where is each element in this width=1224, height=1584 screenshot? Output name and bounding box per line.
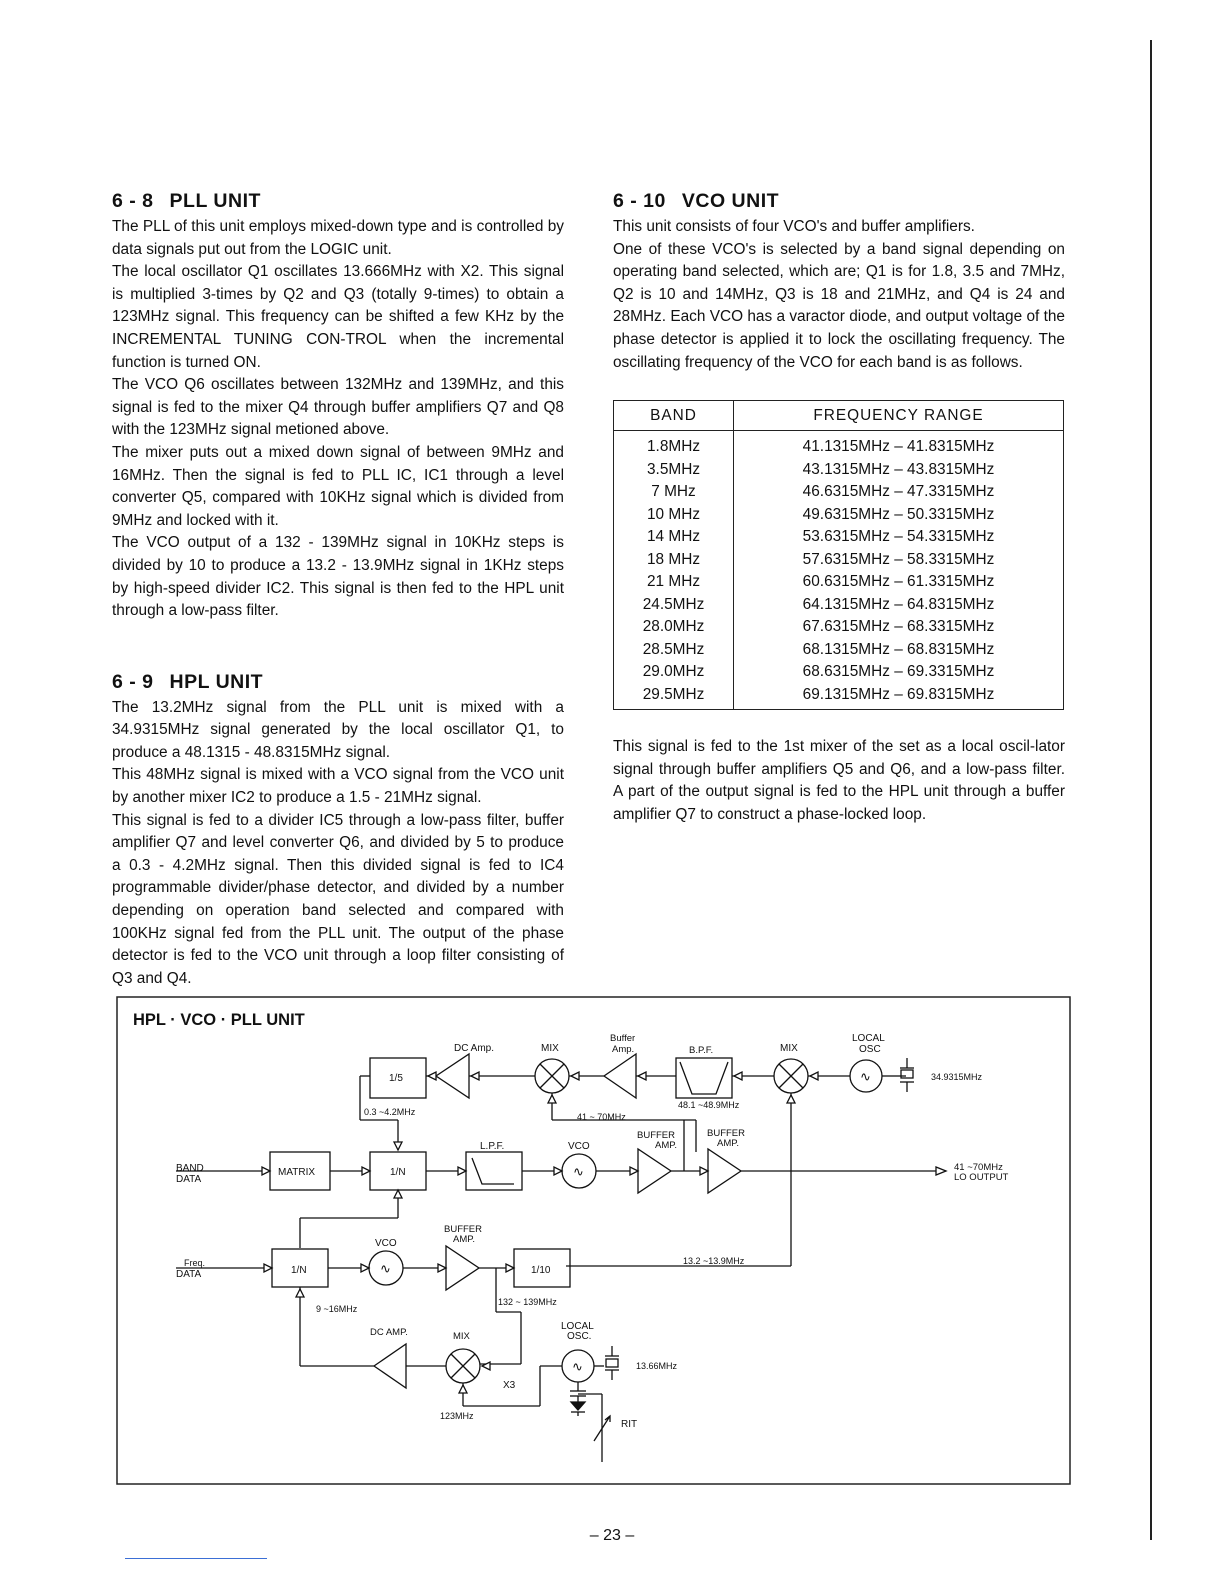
label-xtal-bottom-freq: 13.66MHz [636, 1361, 678, 1371]
label-rit: RIT [621, 1419, 638, 1430]
label-local-bottom: LOCAL [561, 1321, 594, 1332]
label-buffer-amp-1a: BUFFER [637, 1130, 675, 1141]
frequency-table [613, 400, 1064, 710]
label-buffer-amp-2a: BUFFER [707, 1128, 745, 1139]
section-pll-number: 6 - 8 [112, 190, 154, 212]
frequency-range-cell: 68.6315MHz – 69.3315MHz [802, 663, 995, 681]
table-row [614, 504, 1064, 527]
pll-paragraph: The VCO Q6 oscillates between 132MHz and 139MHz, and this signal is fed to the mixer Q4 through buffer amplifiers Q7 and Q8 with the 123MHz signal metioned above. [112, 376, 564, 439]
table-row [614, 661, 1064, 684]
label-div5: 1/5 [389, 1073, 403, 1084]
label-x3: X3 [503, 1380, 516, 1391]
section-hpl-number: 6 - 9 [112, 670, 154, 693]
dc-amp-top-triangle [436, 1054, 469, 1098]
dc-amp-bottom-triangle [374, 1344, 406, 1388]
label-lo-output-2: LO OUTPUT [954, 1172, 1009, 1183]
frequency-range-cell: 69.1315MHz – 69.8315MHz [802, 685, 995, 703]
block-diagram [116, 996, 1071, 1485]
band-cell: 7 MHz [614, 481, 734, 504]
band-cell: 14 MHz [614, 526, 734, 549]
right-column [613, 188, 1065, 827]
pll-paragraph: The PLL of this unit employs mixed-down type and is controlled by data signals put out from the LOGIC unit. [112, 218, 564, 258]
label-vco-bottom: VCO [375, 1238, 397, 1249]
frequency-range-cell: 46.6315MHz – 47.3315MHz [802, 483, 995, 501]
diagram-frame [117, 997, 1070, 1484]
band-cell: 29.0MHz [614, 661, 734, 684]
label-freq-data-2: DATA [176, 1269, 202, 1280]
pll-paragraph: The VCO output of a 132 - 139MHz signal in 10KHz steps is divided by 10 to produce a 13.2 - 13.9MHz signal in 1KHz steps by high-speed divider IC2. This signal is then fed to the HPL unit through a low-pass filter. [112, 534, 564, 620]
section-vco-number: 6 - 10 [613, 190, 666, 212]
band-cell: 18 MHz [614, 549, 734, 572]
blue-underline [125, 1558, 267, 1559]
frequency-range-cell: 43.1315MHz – 43.8315MHz [802, 460, 995, 478]
label-range-9-16: 9 ~16MHz [316, 1304, 358, 1314]
table-row [614, 571, 1064, 594]
band-cell: 21 MHz [614, 571, 734, 594]
frequency-table-body [614, 431, 1064, 710]
label-buffer-top: Buffer [610, 1033, 636, 1044]
label-div10: 1/10 [531, 1265, 551, 1276]
table-row [614, 459, 1064, 482]
vco-paragraph: This unit consists of four VCO's and buffer amplifiers. [613, 218, 975, 235]
section-vco-heading [613, 188, 1065, 214]
hpl-paragraph: This 48MHz signal is mixed with a VCO signal from the VCO unit by another mixer IC2 to produce a 1.5 - 21MHz signal. [112, 766, 564, 807]
label-lo-output-1: 41 ~70MHz [954, 1162, 1003, 1173]
table-row [614, 594, 1064, 617]
label-range-132-139-out: 13.2 ~13.9MHz [683, 1256, 745, 1266]
label-div-n-bottom: 1/N [291, 1265, 307, 1276]
buffer-amp-top-triangle [604, 1054, 636, 1098]
section-hpl-title: HPL UNIT [169, 670, 264, 693]
hpl-paragraph: The 13.2MHz signal from the PLL unit is mixed with a 34.9315MHz signal generated by the local oscillator Q1, to produce a 48.1315 - 48.8315MHz signal. [112, 698, 564, 761]
band-cell: 1.8MHz [614, 431, 734, 459]
sine-icon: ∿ [572, 1359, 583, 1374]
label-range-41-70: 41 ~ 70MHz [577, 1112, 626, 1122]
table-row [614, 526, 1064, 549]
section-pll-heading [112, 188, 564, 214]
band-cell: 3.5MHz [614, 459, 734, 482]
pll-paragraph: The local oscillator Q1 oscillates 13.666MHz with X2. This signal is multiplied 3-times by Q2 and Q3 (totally 9-times) to obtain a 123MHz signal. This frequency can be shifted a few KHz by the INCREMENTAL TUNING CON-TROL when the incremental function is turned ON. [112, 263, 564, 371]
label-mix-bottom: MIX [453, 1331, 470, 1342]
label-dc-amp-bottom: DC AMP. [370, 1327, 408, 1338]
label-div-n-mid: 1/N [390, 1167, 406, 1178]
section-vco-title: VCO UNIT [681, 190, 780, 212]
label-buffer-amp-3a: BUFFER [444, 1224, 482, 1235]
label-range-03-42: 0.3 ~4.2MHz [364, 1107, 416, 1117]
label-band-data-1: BAND [176, 1163, 204, 1174]
table-row [614, 684, 1064, 710]
label-123mhz: 123MHz [440, 1411, 474, 1421]
bpf-box [676, 1058, 732, 1098]
label-mix-top-right: MIX [780, 1043, 798, 1054]
buffer-amp-bottom [446, 1246, 479, 1290]
label-range-481-489: 48.1 ~48.9MHz [678, 1100, 740, 1110]
page-number: – 23 – [589, 1527, 635, 1544]
diagram-title: HPL · VCO · PLL UNIT [133, 1011, 305, 1029]
vco-after-table-paragraph: This signal is fed to the 1st mixer of the set as a local oscil-lator signal through buffer amplifiers Q5 and Q6, and a low-pass filter. A part of the output signal is fed to the HPL unit through a buffer amplifier Q7 to construct a phase-locked loop. [613, 738, 1065, 823]
label-mix-top-left: MIX [541, 1043, 559, 1054]
band-cell: 28.0MHz [614, 616, 734, 639]
label-freq-data-1: Freq. [184, 1258, 206, 1268]
frequency-range-cell: 53.6315MHz – 54.3315MHz [802, 528, 995, 546]
label-buffer-amp-2b: AMP. [717, 1138, 740, 1149]
label-buffer-amp-3b: AMP. [453, 1234, 476, 1245]
vco-paragraph: One of these VCO's is selected by a band signal depending on operating band selected, which are; Q1 is for 1.8, 3.5 and 7MHz, Q2 is 10 and 14MHz, Q3 is 18 and 21MHz, and Q4 is 24 and 28MHz. Each VCO has a varactor diode, and output voltage of the phase detector is applied it to lock the oscillating frequency. The oscillating frequency of the VCO for each band is as follows. [613, 240, 1065, 371]
label-bpf: B.P.F. [689, 1045, 714, 1056]
table-row [614, 639, 1064, 662]
label-local-top: LOCAL [852, 1033, 885, 1044]
block-diagram-svg [116, 996, 1071, 1485]
table-row [614, 616, 1064, 639]
frequency-range-cell: 57.6315MHz – 58.3315MHz [802, 550, 995, 568]
sine-icon: ∿ [860, 1069, 871, 1084]
pll-paragraph: The mixer puts out a mixed down signal of between 9MHz and 16MHz. Then the signal is fed to PLL IC, IC1 through a level converter Q5, compared with 10KHz signal which is divided from 9MHz and locked with it. [112, 443, 564, 529]
section-hpl-heading [112, 669, 564, 695]
frequency-range-cell: 68.1315MHz – 68.8315MHz [802, 640, 995, 658]
frequency-range-cell: 41.1315MHz – 41.8315MHz [802, 438, 995, 456]
table-header-row [614, 401, 1064, 431]
section-pll-title: PLL UNIT [169, 190, 261, 212]
page-edge-line [1150, 40, 1152, 1540]
left-column [112, 188, 564, 990]
sine-icon: ∿ [573, 1164, 584, 1179]
column-header-band: BAND [614, 401, 734, 431]
band-cell: 10 MHz [614, 504, 734, 527]
band-cell: 29.5MHz [614, 684, 734, 710]
frequency-range-cell: 60.6315MHz – 61.3315MHz [802, 573, 995, 591]
frequency-range-cell: 49.6315MHz – 50.3315MHz [802, 505, 995, 523]
column-header-frequency: FREQUENCY RANGE [734, 401, 1064, 431]
label-matrix: MATRIX [278, 1167, 316, 1178]
label-band-data-2: DATA [176, 1174, 202, 1185]
label-buffer-amp-1b: AMP. [655, 1140, 678, 1151]
label-xtal-top-freq: 34.9315MHz [931, 1072, 983, 1082]
label-osc-bottom: OSC. [567, 1331, 592, 1342]
label-lpf: L.P.F. [480, 1141, 505, 1152]
frequency-range-cell: 64.1315MHz – 64.8315MHz [802, 595, 995, 613]
buffer-amp-mid-2 [708, 1149, 741, 1193]
buffer-amp-mid-1 [638, 1149, 671, 1193]
label-dc-amp-top: DC Amp. [454, 1043, 495, 1054]
label-osc-top: OSC [859, 1044, 881, 1055]
band-cell: 28.5MHz [614, 639, 734, 662]
label-range-132-139: 132 ~ 139MHz [498, 1297, 557, 1307]
band-cell: 24.5MHz [614, 594, 734, 617]
table-row [614, 549, 1064, 572]
hpl-paragraph: This signal is fed to a divider IC5 through a low-pass filter, buffer amplifier Q7 and level converter Q6, and divided by 5 to produce a 0.3 - 4.2MHz signal. Then this divided signal is fed to IC4 programmable divider/phase detector, and divided by a number depending on operation band selected and compared with 100KHz signal fed from the PLL unit. The output of the phase detector is fed to the VCO unit through a loop filter consisting of Q3 and Q4. [112, 811, 564, 987]
frequency-range-cell: 67.6315MHz – 68.3315MHz [802, 618, 995, 636]
label-amp-top: Amp. [612, 1044, 635, 1055]
label-vco-mid: VCO [568, 1141, 590, 1152]
sine-icon: ∿ [380, 1261, 391, 1276]
table-row [614, 481, 1064, 504]
table-row [614, 431, 1064, 459]
